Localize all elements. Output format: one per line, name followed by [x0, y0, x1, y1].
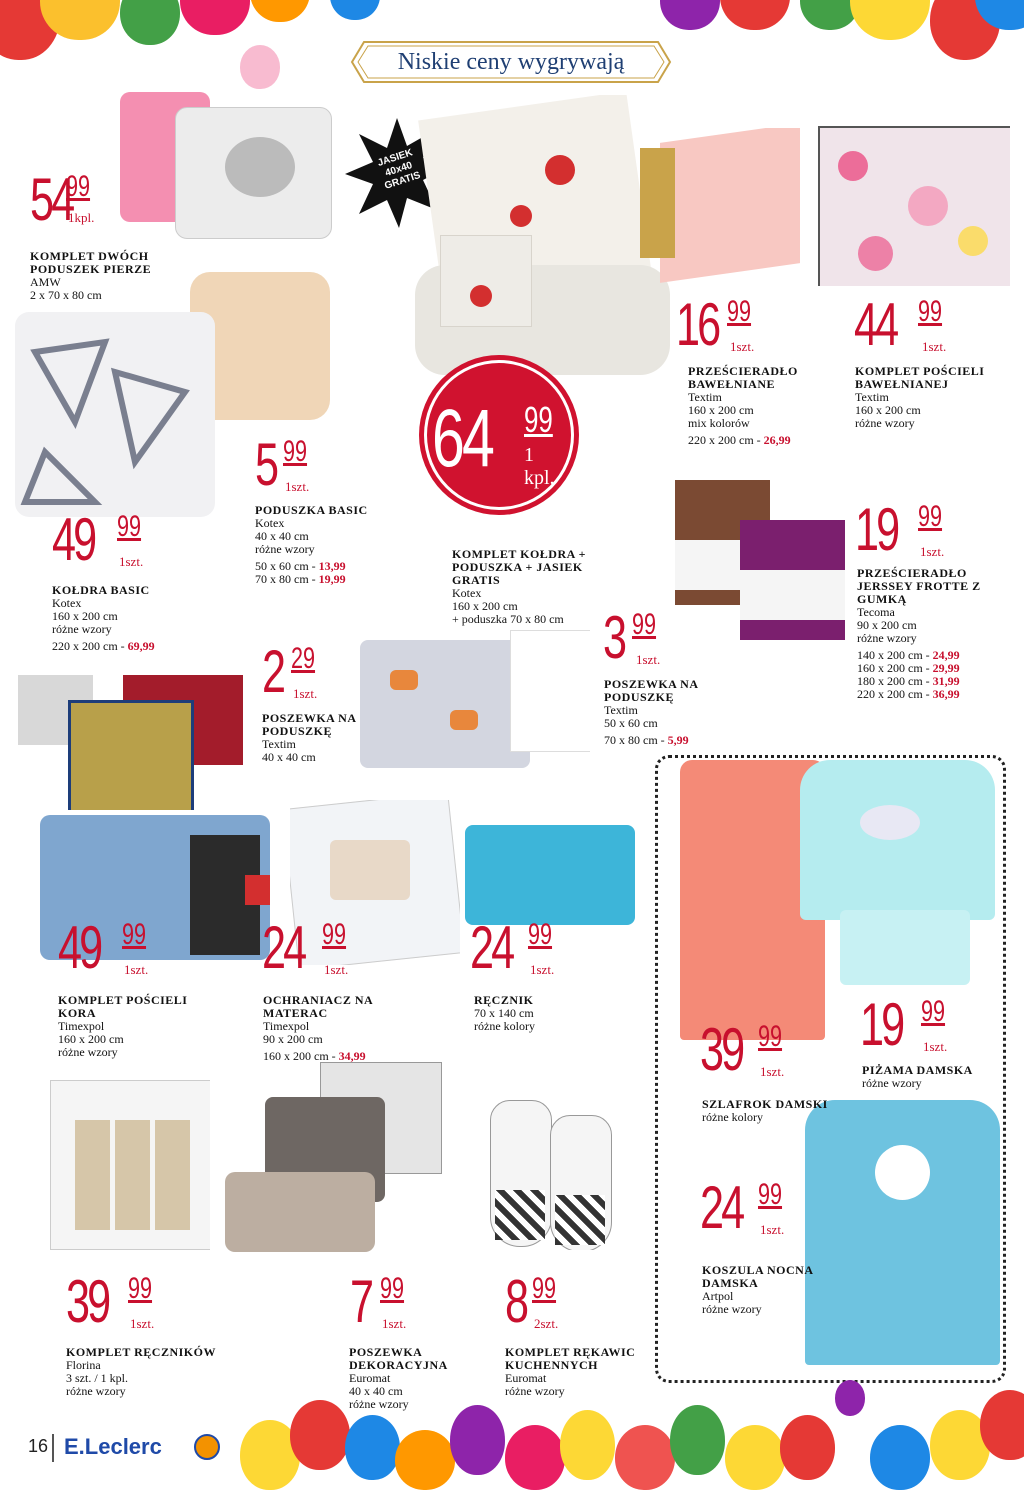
decor-pillowcases-image	[225, 1062, 450, 1252]
price-tag	[66, 1268, 186, 1347]
product-detail: mix kolorów	[688, 416, 750, 430]
price-unit: 1szt.	[923, 1039, 948, 1054]
price-unit: 1szt.	[130, 1316, 155, 1331]
price-main: 39	[66, 1268, 109, 1335]
product-detail: 160 x 200 cm	[52, 609, 118, 623]
price-unit: 1szt.	[293, 686, 318, 701]
product-detail: 40 x 40 cm	[255, 529, 309, 543]
product-name: PODUSZKA BASIC	[255, 503, 368, 517]
price-tag	[52, 506, 172, 585]
product-detail: różne wzory	[52, 622, 112, 636]
product-detail: 160 x 200 cm	[452, 599, 518, 613]
product-detail: Euromat	[349, 1371, 391, 1385]
gratis-text: JASIEK 40x40 GRATIS	[376, 147, 422, 192]
product-info	[255, 504, 405, 586]
product-info	[702, 1264, 852, 1316]
product-variant	[604, 734, 754, 747]
price-unit: 1szt.	[530, 962, 555, 977]
product-variant	[688, 434, 838, 447]
product-detail: AMW	[30, 275, 61, 289]
price-cents: 99	[322, 918, 347, 951]
price-tag	[860, 991, 980, 1070]
price-main: 19	[855, 496, 898, 563]
product-info	[52, 584, 202, 653]
product-info	[66, 1346, 216, 1398]
product-info	[263, 994, 413, 1063]
price-cents: 99	[528, 918, 553, 951]
price-main: 24	[262, 914, 305, 981]
product-name: KOMPLET RĘKAWIC KUCHENNYCH	[505, 1345, 636, 1372]
product-detail: różne kolory	[474, 1019, 535, 1033]
product-detail: Textim	[855, 390, 889, 404]
product-detail: 40 x 40 cm	[349, 1384, 403, 1398]
product-name: PRZEŚCIERADŁO JERSSEY FROTTE Z GUMKĄ	[857, 566, 981, 606]
product-detail: różne wzory	[58, 1045, 118, 1059]
product-name: KOMPLET POŚCIELI KORA	[58, 993, 188, 1020]
product-name: KOMPLET DWÓCH PODUSZEK PIERZE	[30, 249, 152, 276]
product-detail: Tecoma	[857, 605, 895, 619]
variant-size: 70 x 80 cm -	[604, 733, 668, 747]
product-detail: 90 x 200 cm	[263, 1032, 323, 1046]
product-detail: Euromat	[505, 1371, 547, 1385]
price-main: 8	[505, 1268, 527, 1335]
price-cents: 99	[727, 295, 752, 328]
price-unit: 2szt.	[534, 1316, 559, 1331]
price-main: 64	[432, 393, 492, 484]
nightdress-image	[805, 1100, 1000, 1365]
price-main: 19	[860, 991, 903, 1058]
product-detail: Textim	[688, 390, 722, 404]
product-detail: Timexpol	[58, 1019, 105, 1033]
price-main: 7	[350, 1268, 372, 1335]
price-tag	[603, 604, 723, 683]
product-detail: różne wzory	[66, 1384, 126, 1398]
price-cents: 99	[380, 1272, 405, 1305]
product-name: KOSZULA NOCNA DAMSKA	[702, 1263, 813, 1290]
product-detail: Textim	[604, 703, 638, 717]
price-main: 5	[255, 431, 277, 498]
variant-price: 26,99	[763, 433, 791, 447]
product-detail: 40 x 40 cm	[262, 750, 316, 764]
price-tag	[262, 914, 382, 993]
product-detail: Kotex	[255, 516, 285, 530]
product-detail: Timexpol	[263, 1019, 310, 1033]
price-cents: 99	[921, 995, 946, 1028]
price-unit: 1kpl.	[68, 210, 95, 225]
product-detail: Kotex	[52, 596, 82, 610]
price-tag	[350, 1268, 470, 1347]
oven-mitts-image	[490, 1100, 620, 1250]
price-tag	[470, 914, 590, 993]
product-info	[862, 1064, 1020, 1090]
product-detail: różne kolory	[702, 1110, 763, 1124]
price-main: 39	[700, 1016, 743, 1083]
product-detail: 160 x 200 cm	[688, 403, 754, 417]
leclerc-icon	[194, 1434, 220, 1460]
price-cents: 29	[291, 642, 316, 675]
price-unit: 1 kpl.	[524, 444, 555, 489]
price-cents: 99	[524, 399, 553, 440]
price-cents: 99	[128, 1272, 153, 1305]
page-title: Niskie ceny wygrywają	[397, 49, 625, 75]
product-detail: różne wzory	[857, 631, 917, 645]
variant-size: 140 x 200 cm -	[857, 648, 933, 662]
price-unit: 1szt.	[324, 962, 349, 977]
variant-price: 24,99	[932, 648, 960, 662]
price-cents: 99	[918, 295, 943, 328]
product-detail: Textim	[262, 737, 296, 751]
variant-size: 180 x 200 cm -	[857, 674, 933, 688]
price-main: 44	[854, 291, 897, 358]
page-number: 16	[28, 1436, 49, 1456]
product-name: RĘCZNIK	[474, 993, 534, 1007]
product-name: SZLAFROK DAMSKI	[702, 1097, 828, 1111]
product-name: KOMPLET POŚCIELI BAWEŁNIANEJ	[855, 364, 985, 391]
product-info	[688, 365, 838, 447]
price-main: 49	[52, 506, 95, 573]
product-detail: różne wzory	[862, 1076, 922, 1090]
price-main: 2	[262, 638, 284, 705]
sheet-pink-image	[640, 128, 810, 283]
product-detail: + poduszka 70 x 80 cm	[452, 612, 564, 626]
price-cents: 99	[918, 500, 943, 533]
product-info	[505, 1346, 655, 1398]
price-main: 3	[603, 604, 625, 671]
product-info	[857, 567, 1020, 701]
product-variant	[263, 1050, 413, 1063]
product-detail: 3 szt. / 1 kpl.	[66, 1371, 128, 1385]
product-name: KOMPLET RĘCZNIKÓW	[66, 1345, 216, 1359]
variant-size: 220 x 200 cm -	[857, 687, 933, 701]
product-detail: 70 x 140 cm	[474, 1006, 534, 1020]
product-info	[30, 250, 180, 302]
product-detail: 90 x 200 cm	[857, 618, 917, 632]
product-name: POSZEWKA DEKORACYJNA	[349, 1345, 448, 1372]
price-main: 54	[30, 166, 73, 233]
product-info	[349, 1346, 499, 1411]
price-unit: 1szt.	[760, 1064, 785, 1079]
price-cents: 99	[532, 1272, 557, 1305]
price-unit: 1szt.	[124, 962, 149, 977]
price-unit: 1szt.	[636, 652, 661, 667]
price-tag	[58, 914, 178, 993]
variant-size: 160 x 200 cm -	[263, 1049, 339, 1063]
duvet-set-image	[385, 95, 675, 380]
price-tag	[255, 431, 375, 510]
product-info	[58, 994, 208, 1059]
product-detail: Florina	[66, 1358, 101, 1372]
product-info	[702, 1098, 852, 1124]
product-name: POSZEWKA NA PODUSZKĘ	[604, 677, 698, 704]
logo-divider	[52, 1434, 54, 1462]
product-name: PIŻAMA DAMSKA	[862, 1063, 973, 1077]
price-unit: 1szt.	[119, 554, 144, 569]
product-detail: Artpol	[702, 1289, 734, 1303]
product-detail: różne wzory	[349, 1397, 409, 1411]
product-name: POSZEWKA NA PODUSZKĘ	[262, 711, 356, 738]
product-detail: 160 x 200 cm	[855, 403, 921, 417]
product-detail: Kotex	[452, 586, 482, 600]
price-cents: 99	[117, 510, 142, 543]
price-tag	[262, 638, 382, 717]
price-cents: 99	[122, 918, 147, 951]
product-detail: 2 x 70 x 80 cm	[30, 288, 102, 302]
price-tag	[30, 166, 150, 245]
price-unit: 1szt.	[382, 1316, 407, 1331]
price-tag	[505, 1268, 625, 1347]
footer-logo	[28, 1432, 228, 1462]
product-name: KOŁDRA BASIC	[52, 583, 150, 597]
price-tag	[676, 291, 796, 370]
price-unit: 1szt.	[730, 339, 755, 354]
variant-size: 70 x 80 cm -	[255, 572, 319, 586]
product-name: KOMPLET KOŁDRA + PODUSZKA + JASIEK GRATIS	[452, 547, 586, 587]
variant-size: 50 x 60 cm -	[255, 559, 319, 573]
price-main: 16	[676, 291, 719, 358]
product-info	[855, 365, 1020, 430]
price-main: 49	[58, 914, 101, 981]
price-tag	[700, 1016, 820, 1095]
brand-logo: E.Leclerc	[64, 1434, 162, 1459]
price-cents: 99	[283, 435, 308, 468]
pillowcases-40-image	[18, 670, 248, 810]
variant-price: 36,99	[932, 687, 960, 701]
price-cents: 99	[758, 1020, 783, 1053]
price-main: 24	[700, 1174, 743, 1241]
towel-set-image	[50, 1080, 210, 1250]
product-variant	[52, 640, 202, 653]
variant-price: 31,99	[932, 674, 960, 688]
price-cents: 99	[66, 170, 91, 203]
product-detail: różne wzory	[505, 1384, 565, 1398]
product-detail: różne wzory	[702, 1302, 762, 1316]
duvet-basic-image	[15, 312, 215, 517]
variant-price: 29,99	[932, 661, 960, 675]
variant-price: 34,99	[338, 1049, 366, 1063]
price-cents: 99	[632, 608, 657, 641]
price-main: 24	[470, 914, 513, 981]
variant-size: 220 x 200 cm -	[52, 639, 128, 653]
price-tag	[432, 393, 555, 489]
bedding-set-image	[818, 126, 1010, 286]
product-info	[474, 994, 624, 1033]
product-detail: 50 x 60 cm	[604, 716, 658, 730]
price-cents: 99	[758, 1178, 783, 1211]
variant-price: 5,99	[667, 733, 689, 747]
variant-size: 220 x 200 cm -	[688, 433, 764, 447]
variant-price: 13,99	[318, 559, 346, 573]
price-unit: 1szt.	[760, 1222, 785, 1237]
product-detail: różne wzory	[855, 416, 915, 430]
price-tag	[700, 1174, 820, 1253]
price-unit: 1szt.	[285, 479, 310, 494]
product-name: PRZEŚCIERADŁO BAWEŁNIANE	[688, 364, 798, 391]
pajama-image	[800, 760, 995, 985]
product-variant	[255, 573, 405, 586]
header-banner	[350, 40, 672, 84]
product-info	[604, 678, 754, 747]
product-detail: różne wzory	[255, 542, 315, 556]
variant-price: 69,99	[127, 639, 155, 653]
price-tag	[855, 496, 975, 575]
price-unit: 1szt.	[922, 339, 947, 354]
variant-size: 160 x 200 cm -	[857, 661, 933, 675]
product-info	[452, 548, 602, 626]
price-tag	[854, 291, 974, 370]
pillows-image	[120, 92, 335, 242]
variant-price: 19,99	[318, 572, 346, 586]
product-detail: 160 x 200 cm	[58, 1032, 124, 1046]
price-unit: 1szt.	[920, 544, 945, 559]
product-name: OCHRANIACZ NA MATERAC	[263, 993, 373, 1020]
product-variant	[857, 688, 1020, 701]
product-info	[262, 712, 412, 764]
